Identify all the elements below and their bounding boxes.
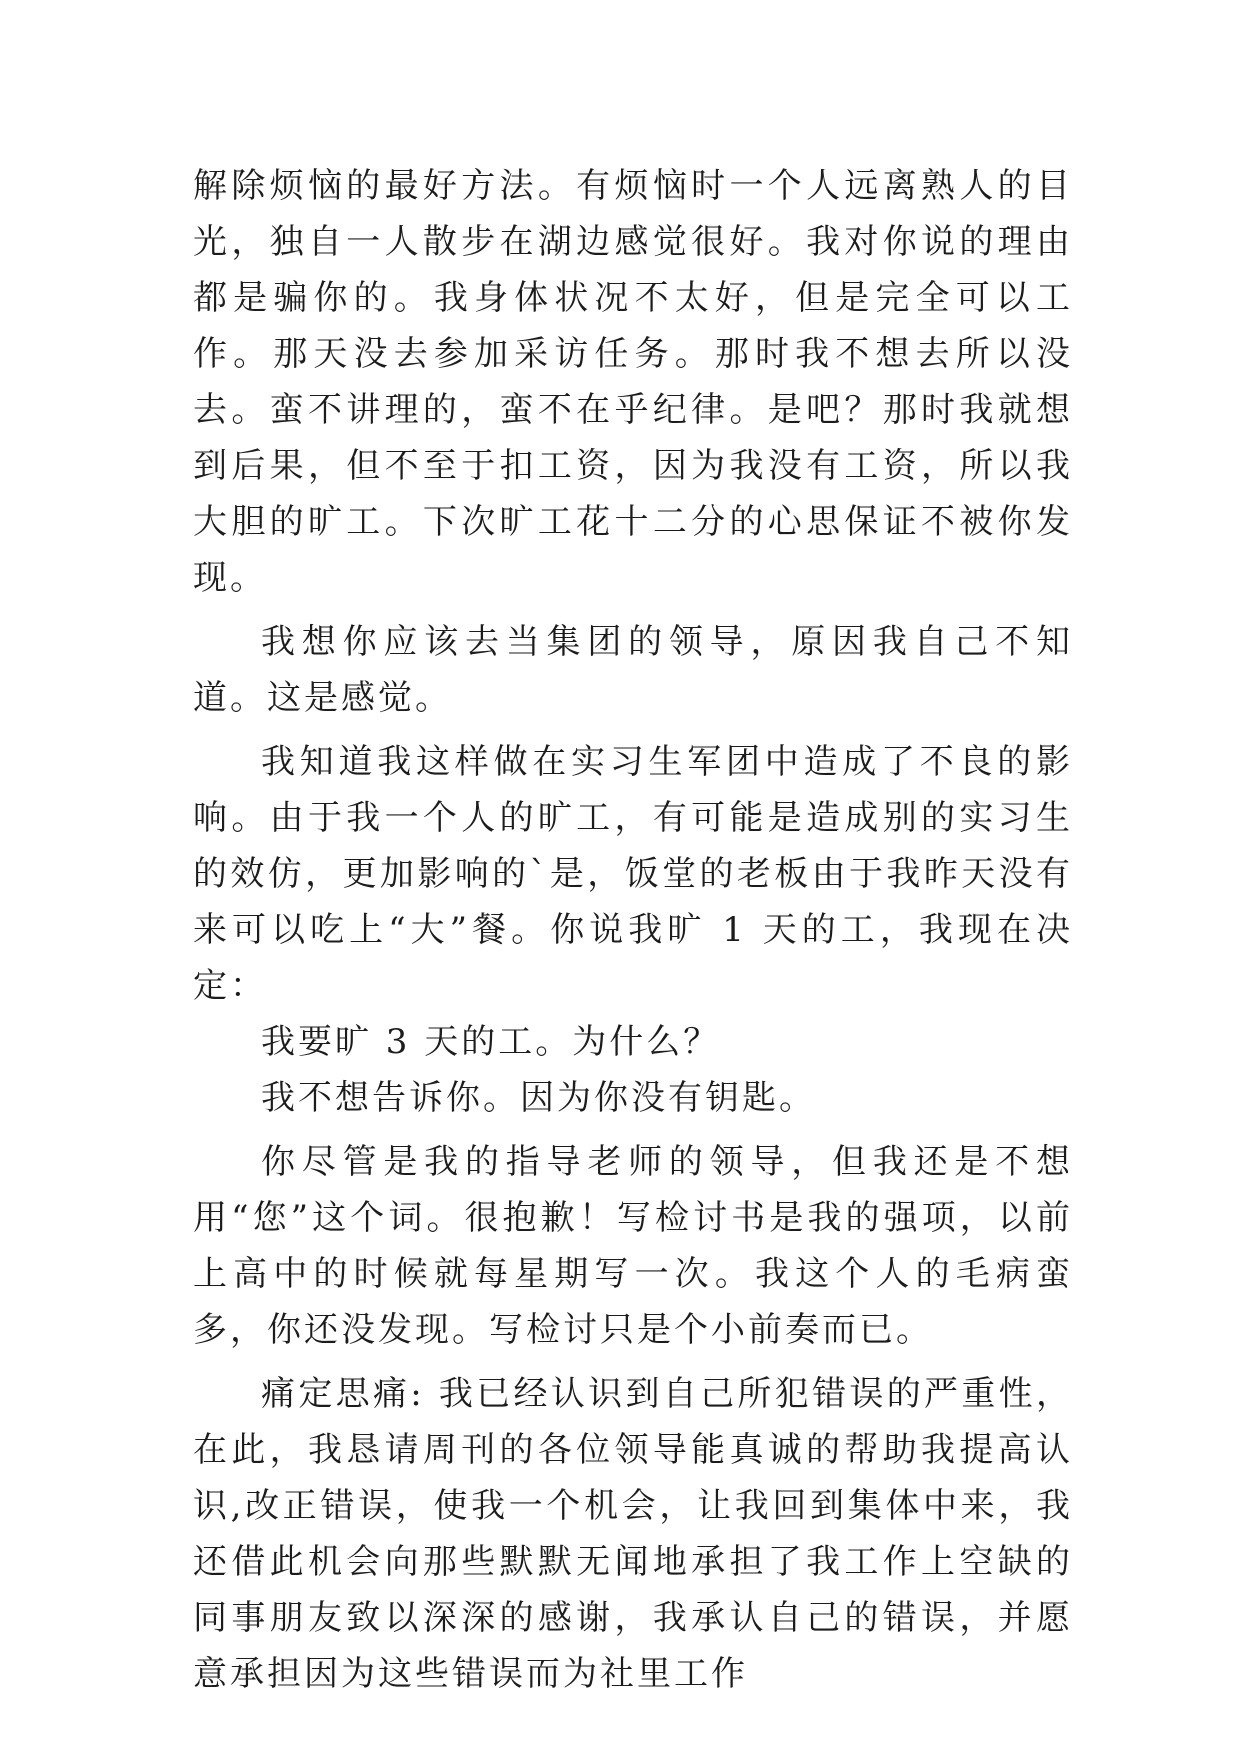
paragraph-6: 你尽管是我的指导老师的领导，但我还是不想用“您”这个词。很抱歉！写检讨书是我的强项，以前上高中的时候就每星期写一次。我这个人的毛病蛮多，你还没发现。写检讨只是个小前奏而已。 [193,1142,1073,1350]
paragraph-5: 我不想告诉你。因为你没有钥匙。 [261,1078,816,1118]
paragraph-7: 痛定思痛: 我已经认识到自己所犯错误的严重性，在此，我恳请周刊的各位领导能真诚的帮助我提高认识,改正错误，使我一个机会，让我回到集体中来，我还借此机会向那些默默无闻地承担了我工作上空缺的同事朋友致以深深的感谢，我承认自己的错误，并愿意承担因为这些错误而为社里工作 [193,1374,1073,1694]
paragraph-2: 我想你应该去当集团的领导，原因我自己不知道。这是感觉。 [193,622,1073,718]
document-body [193,158,1073,1702]
paragraph-1: 解除烦恼的最好方法。有烦恼时一个人远离熟人的目光，独自一人散步在湖边感觉很好。我对你说的理由都是骗你的。我身体状况不太好，但是完全可以工作。那天没去参加采访任务。那时我不想去所以没去。蛮不讲理的，蛮不在乎纪律。是吧？那时我就想到后果，但不至于扣工资，因为我没有工资，所以我大胆的旷工。下次旷工花十二分的心思保证不被你发现。 [193,166,1073,598]
paragraph-4: 我要旷 3 天的工。为什么？ [261,1022,721,1062]
paragraph-3: 我知道我这样做在实习生军团中造成了不良的影响。由于我一个人的旷工，有可能是造成别的实习生的效仿，更加影响的`是，饭堂的老板由于我昨天没有来可以吃上“大”餐。你说我旷 1 天的工，我现在决定： [193,742,1073,1006]
